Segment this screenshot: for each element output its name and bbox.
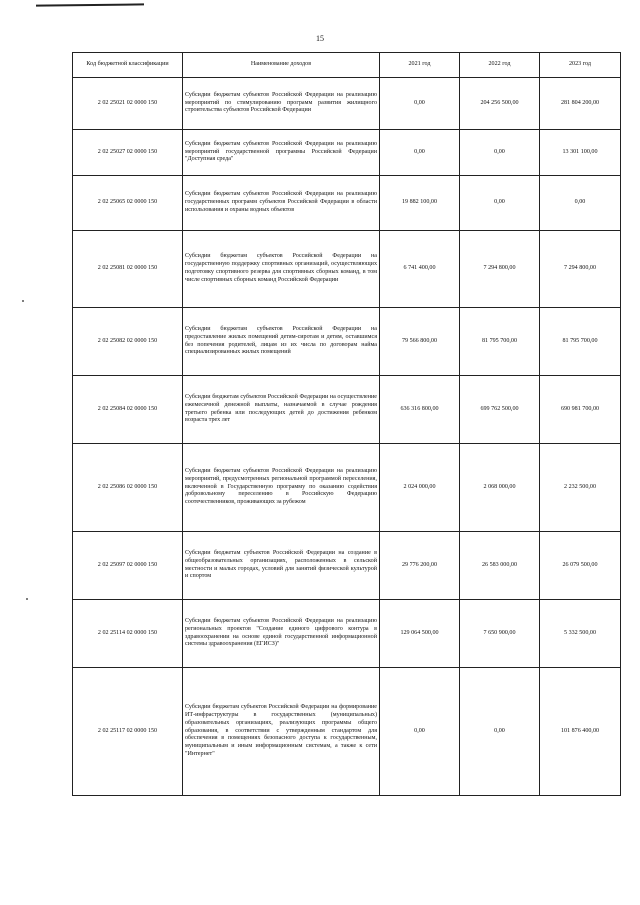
amount-2023: 690 981 700,00 xyxy=(540,376,621,444)
amount-2023: 281 804 200,00 xyxy=(540,78,621,130)
amount-2021: 636 316 800,00 xyxy=(380,376,460,444)
income-name: Субсидии бюджетам субъектов Российской Федерации на реализацию мероприятий по стимулированию программ развития жилищного строительства субъектов Российской Федерации xyxy=(183,78,380,130)
table-row xyxy=(73,78,621,130)
table-row xyxy=(73,130,621,176)
amount-2022: 81 795 700,00 xyxy=(460,308,540,376)
budget-code: 2 02 25027 02 0000 150 xyxy=(73,130,183,176)
income-name: Субсидии бюджетам субъектов Российской Федерации на реализацию мероприятий государственной программы Российской Федерации "Доступная среда" xyxy=(183,130,380,176)
amount-2023: 2 232 500,00 xyxy=(540,444,621,532)
amount-2022: 26 583 000,00 xyxy=(460,532,540,600)
budget-code: 2 02 25082 02 0000 150 xyxy=(73,308,183,376)
income-name: Субсидии бюджетам субъектов Российской Федерации на реализацию региональных проектов "Создание единого цифрового контура в здравоохранении на основе единой государственной информационной системы здравоохранения (ЕГИСЗ)" xyxy=(183,600,380,668)
income-name: Субсидии бюджетам субъектов Российской Федерации на государственную поддержку спортивных организаций, осуществляющих подготовку спортивного резерва для спортивных сборных команд, в том числе спортивных сборных команд Российской Федерации xyxy=(183,231,380,308)
amount-2022: 0,00 xyxy=(460,668,540,796)
amount-2021: 0,00 xyxy=(380,78,460,130)
amount-2023: 5 332 500,00 xyxy=(540,600,621,668)
header-2022: 2022 год xyxy=(460,53,540,78)
budget-income-table xyxy=(72,52,621,796)
header-name: Наименование доходов xyxy=(183,53,380,78)
amount-2021: 2 024 000,00 xyxy=(380,444,460,532)
header-2023: 2023 год xyxy=(540,53,621,78)
amount-2021: 0,00 xyxy=(380,668,460,796)
page-number: 15 xyxy=(316,34,324,43)
income-name: Субсидии бюджетам субъектов Российской Федерации на осуществление ежемесячной денежной выплаты, назначаемой в случае рождения третьего ребенка или последующих детей до достижения ребенком возраста трех лет xyxy=(183,376,380,444)
amount-2022: 0,00 xyxy=(460,130,540,176)
budget-code: 2 02 25081 02 0000 150 xyxy=(73,231,183,308)
scan-artifact-dot xyxy=(26,598,28,600)
amount-2023: 81 795 700,00 xyxy=(540,308,621,376)
amount-2023: 7 294 800,00 xyxy=(540,231,621,308)
table-row xyxy=(73,376,621,444)
table-row xyxy=(73,176,621,231)
table-row xyxy=(73,600,621,668)
amount-2022: 2 068 000,00 xyxy=(460,444,540,532)
table-row xyxy=(73,231,621,308)
amount-2023: 13 301 100,00 xyxy=(540,130,621,176)
income-name: Субсидии бюджетам субъектов Российской Федерации на предоставление жилых помещений детям-сиротам и детям, оставшимся без попечения родителей, лицам из их числа по договорам найма специализированных жилых помещений xyxy=(183,308,380,376)
table-row xyxy=(73,668,621,796)
budget-code: 2 02 25117 02 0000 150 xyxy=(73,668,183,796)
amount-2022: 204 256 500,00 xyxy=(460,78,540,130)
income-name: Субсидии бюджетам субъектов Российской Федерации на формирование ИТ-инфраструктуры в государственных (муниципальных) образовательных организациях, реализующих программы общего образования, в соответствии с утвержденным стандартом для обеспечения в помещениях безопасного доступа к государственным, муниципальным и иным информационным системам, а также к сети "Интернет" xyxy=(183,668,380,796)
income-name: Субсидии бюджетам субъектов Российской Федерации на реализацию мероприятий, предусмотренных региональной программой переселения, включенной в Государственную программу по оказанию содействия добровольному переселению в Российскую Федерацию соотечественников, проживающих за рубежом xyxy=(183,444,380,532)
table-row xyxy=(73,444,621,532)
amount-2021: 79 566 800,00 xyxy=(380,308,460,376)
amount-2021: 29 776 200,00 xyxy=(380,532,460,600)
budget-code: 2 02 25065 02 0000 150 xyxy=(73,176,183,231)
amount-2021: 0,00 xyxy=(380,130,460,176)
income-name: Субсидии бюджетам субъектов Российской Федерации на создание в общеобразовательных организациях, расположенных в сельской местности и малых городах, условий для занятий физической культурой и спортом xyxy=(183,532,380,600)
budget-code: 2 02 25021 02 0000 150 xyxy=(73,78,183,130)
income-name: Субсидии бюджетам субъектов Российской Федерации на реализацию государственных программ субъектов Российской Федерации в области использования и охраны водных объектов xyxy=(183,176,380,231)
table-row xyxy=(73,308,621,376)
budget-code: 2 02 25084 02 0000 150 xyxy=(73,376,183,444)
table-row xyxy=(73,532,621,600)
amount-2021: 19 882 100,00 xyxy=(380,176,460,231)
amount-2023: 26 079 500,00 xyxy=(540,532,621,600)
amount-2023: 101 876 400,00 xyxy=(540,668,621,796)
scan-artifact-line xyxy=(36,3,144,6)
amount-2022: 7 650 900,00 xyxy=(460,600,540,668)
header-code: Код бюджетной классификации xyxy=(73,53,183,78)
scan-artifact-dot xyxy=(22,300,24,302)
table-header-row xyxy=(73,53,621,78)
header-2021: 2021 год xyxy=(380,53,460,78)
amount-2021: 129 064 500,00 xyxy=(380,600,460,668)
budget-code: 2 02 25086 02 0000 150 xyxy=(73,444,183,532)
amount-2022: 699 762 500,00 xyxy=(460,376,540,444)
amount-2022: 0,00 xyxy=(460,176,540,231)
amount-2022: 7 294 800,00 xyxy=(460,231,540,308)
budget-code: 2 02 25097 02 0000 150 xyxy=(73,532,183,600)
amount-2021: 6 741 400,00 xyxy=(380,231,460,308)
budget-code: 2 02 25114 02 0000 150 xyxy=(73,600,183,668)
amount-2023: 0,00 xyxy=(540,176,621,231)
